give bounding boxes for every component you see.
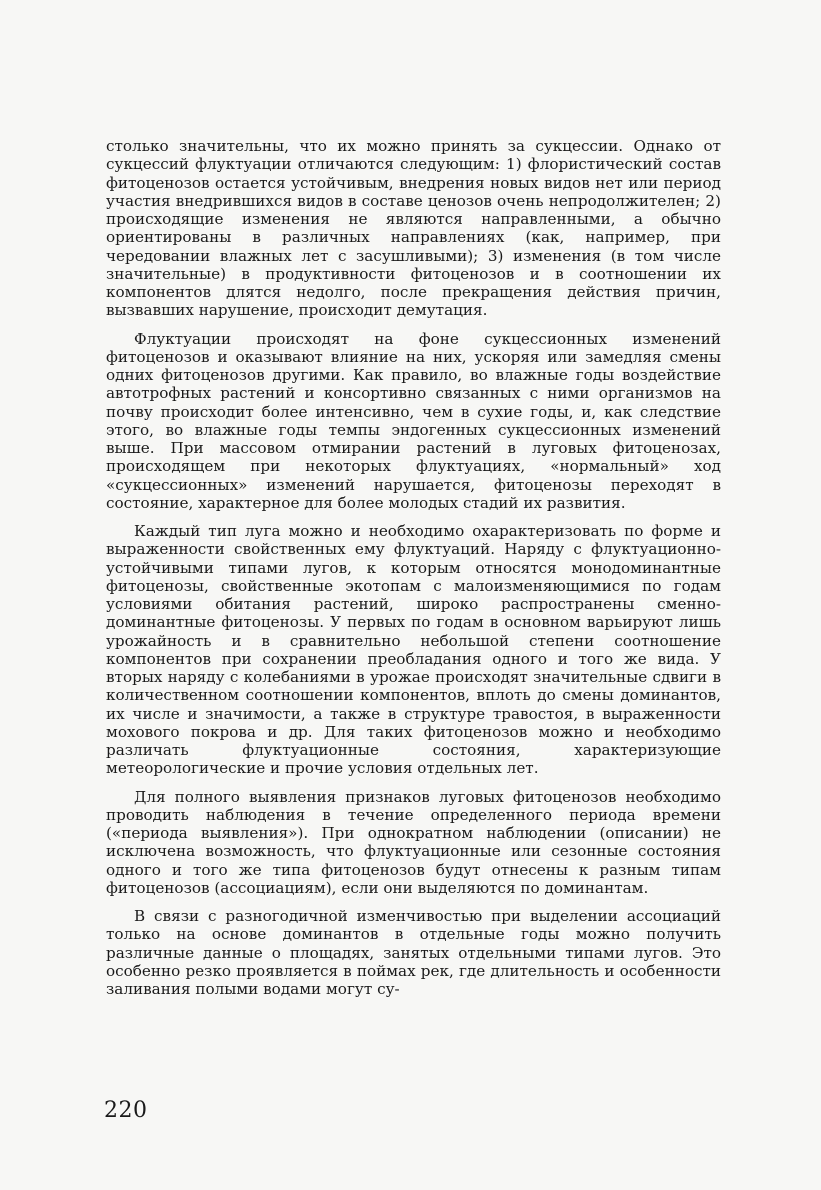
paragraph-fluctuations-background: Флуктуации происходят на фоне сукцессионных изменений фитоценозов и оказывают влияние на них, ускоряя или замедляя смены одних фитоценозов другими. Как правило, во влажные годы воздействие автотрофных растений и консортивно связанных с ними организмов на почву происходит более интенсивно, чем в сухие годы, и, как следствие этого, во влажные годы темпы эндогенных сукцессионных изменений выше. При массовом отмирании растений в луговых фитоценозах, происходящем при некоторых флуктуациях, «нормальный» ход «сукцессионных» изменений нарушается, фитоценозы переходят в состояние, характерное для более молодых стадий их развития. bbox=[106, 329, 721, 512]
body-text bbox=[106, 137, 721, 1008]
paragraph-interannual-variability: В связи с разногодичной изменчивостью при выделении ассоциаций только на основе доминантов в отдельные годы можно получить различные данные о площадях, занятых отдельными типами лугов. Это особенно резко проявляется в поймах рек, где длительность и особенности заливания полыми водами могут су- bbox=[106, 907, 721, 998]
paragraph-continuation: столько значительны, что их можно принять за сукцессии. Однако от сукцессий флуктуации отличаются следующим: 1) флористический состав фитоценозов остается устойчивым, внедрения новых видов нет или период участия внедрившихся видов в составе ценозов очень непродолжителен; 2) происходящие изменения не являются направленными, а обычно ориентированы в различных направлениях (как, например, при чередовании влажных лет с засушливыми); 3) изменения (в том числе значительные) в продуктивности фитоценозов и в соотношении их компонентов длятся недолго, после прекращения действия причин, вызвавших нарушение, происходит демутация. bbox=[106, 137, 721, 320]
paragraph-identification-period: Для полного выявления признаков луговых фитоценозов необходимо проводить наблюдения в течение определенного периода времени («периода выявления»). При однократном наблюдении (описании) не исключена возможность, что флуктуационные или сезонные состояния одного и того же типа фитоценозов будут отнесены к разным типам фитоценозов (ассоциациям), если они выделяются по доминантам. bbox=[106, 787, 721, 897]
page-number: 220 bbox=[104, 1098, 148, 1123]
paragraph-meadow-types: Каждый тип луга можно и необходимо охарактеризовать по форме и выраженности свойственных ему флуктуаций. Наряду с флуктуационно-устойчивыми типами лугов, к которым относятся монодоминантные фитоценозы, свойственные экотопам с малоизменяющимися по годам условиями обитания растений, широко распространены сменно-доминантные фитоценозы. У первых по годам в основном варьируют лишь урожайность и в сравнительно небольшой степени соотношение компонентов при сохранении преобладания одного и того же вида. У вторых наряду с колебаниями в урожае происходят значительные сдвиги в количественном соотношении компонентов, вплоть до смены доминантов, их числе и значимости, а также в структуре травостоя, в выраженности мохового покрова и др. Для таких фитоценозов можно и необходимо различать флуктуационные состояния, характеризующие метеорологические и прочие условия отдельных лет. bbox=[106, 522, 721, 778]
